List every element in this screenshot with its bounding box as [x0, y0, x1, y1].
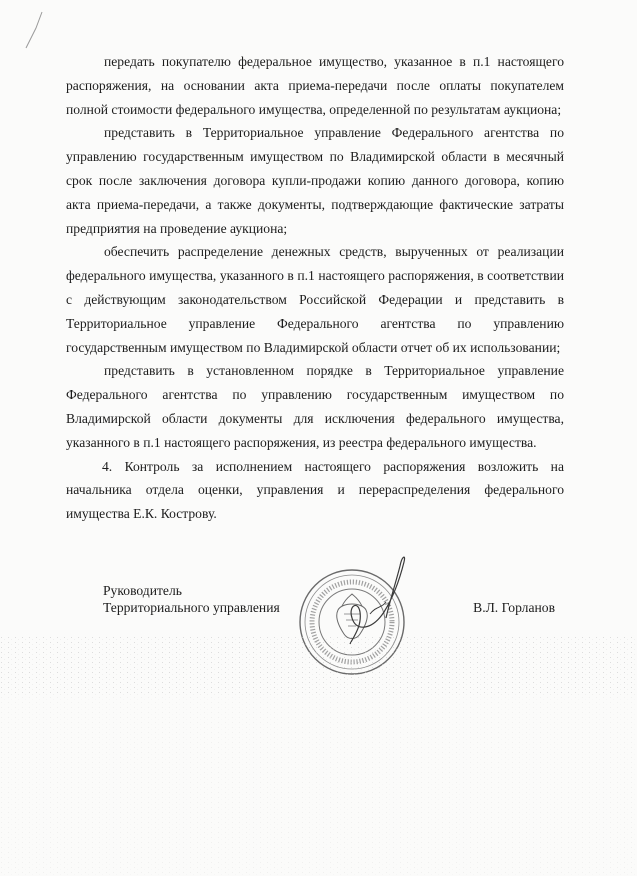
paragraph-distribute-funds: обеспечить распределение денежных средств, вырученных от реализации федерального имущества, указанного в п.1 настоящего распоряжения, в соответствии с действующим законодательством Российской Федерации и представить в Территориальное управление Федерального агентства по управлению государственным имуществом по Владимирской области отчет об их использовании;	[66, 244, 564, 355]
paragraph-exclude-registry: представить в установленном порядке в Территориальное управление Федерального агентства по управлению государственным имуществом по Владимирской области документы для исключения федерального имущества, указанного в п.1 настоящего распоряжения, из реестра федерального имущества.	[66, 363, 564, 450]
signatory-title	[103, 582, 280, 616]
paragraph-transfer-property: передать покупателю федеральное имущество, указанное в п.1 настоящего распоряжения, на основании акта приема-передачи после оплаты покупателем полной стоимости федерального имущества, определенной по результатам аукциона;	[66, 54, 564, 117]
document-body	[66, 50, 564, 526]
paragraph-control: 4. Контроль за исполнением настоящего распоряжения возложить на начальника отдела оценки, управления и перераспределения федерального имущества Е.К. Кострову.	[66, 458, 564, 522]
signatory-title-line1: Руководитель	[103, 583, 182, 598]
paragraph-submit-contract: представить в Территориальное управление Федерального агентства по управлению государственным имуществом по Владимирской области в месячный срок после заключения договора купли-продажи копию данного договора, копию акта приема-передачи, а также документы, подтверждающие фактические затраты предприятия на проведение аукциона;	[66, 125, 564, 236]
signatory-title-line2: Территориального управления	[103, 600, 280, 615]
scan-mark-icon	[14, 8, 54, 58]
signatory-name: В.Л. Горланов	[473, 600, 555, 615]
scan-noise	[0, 636, 637, 876]
